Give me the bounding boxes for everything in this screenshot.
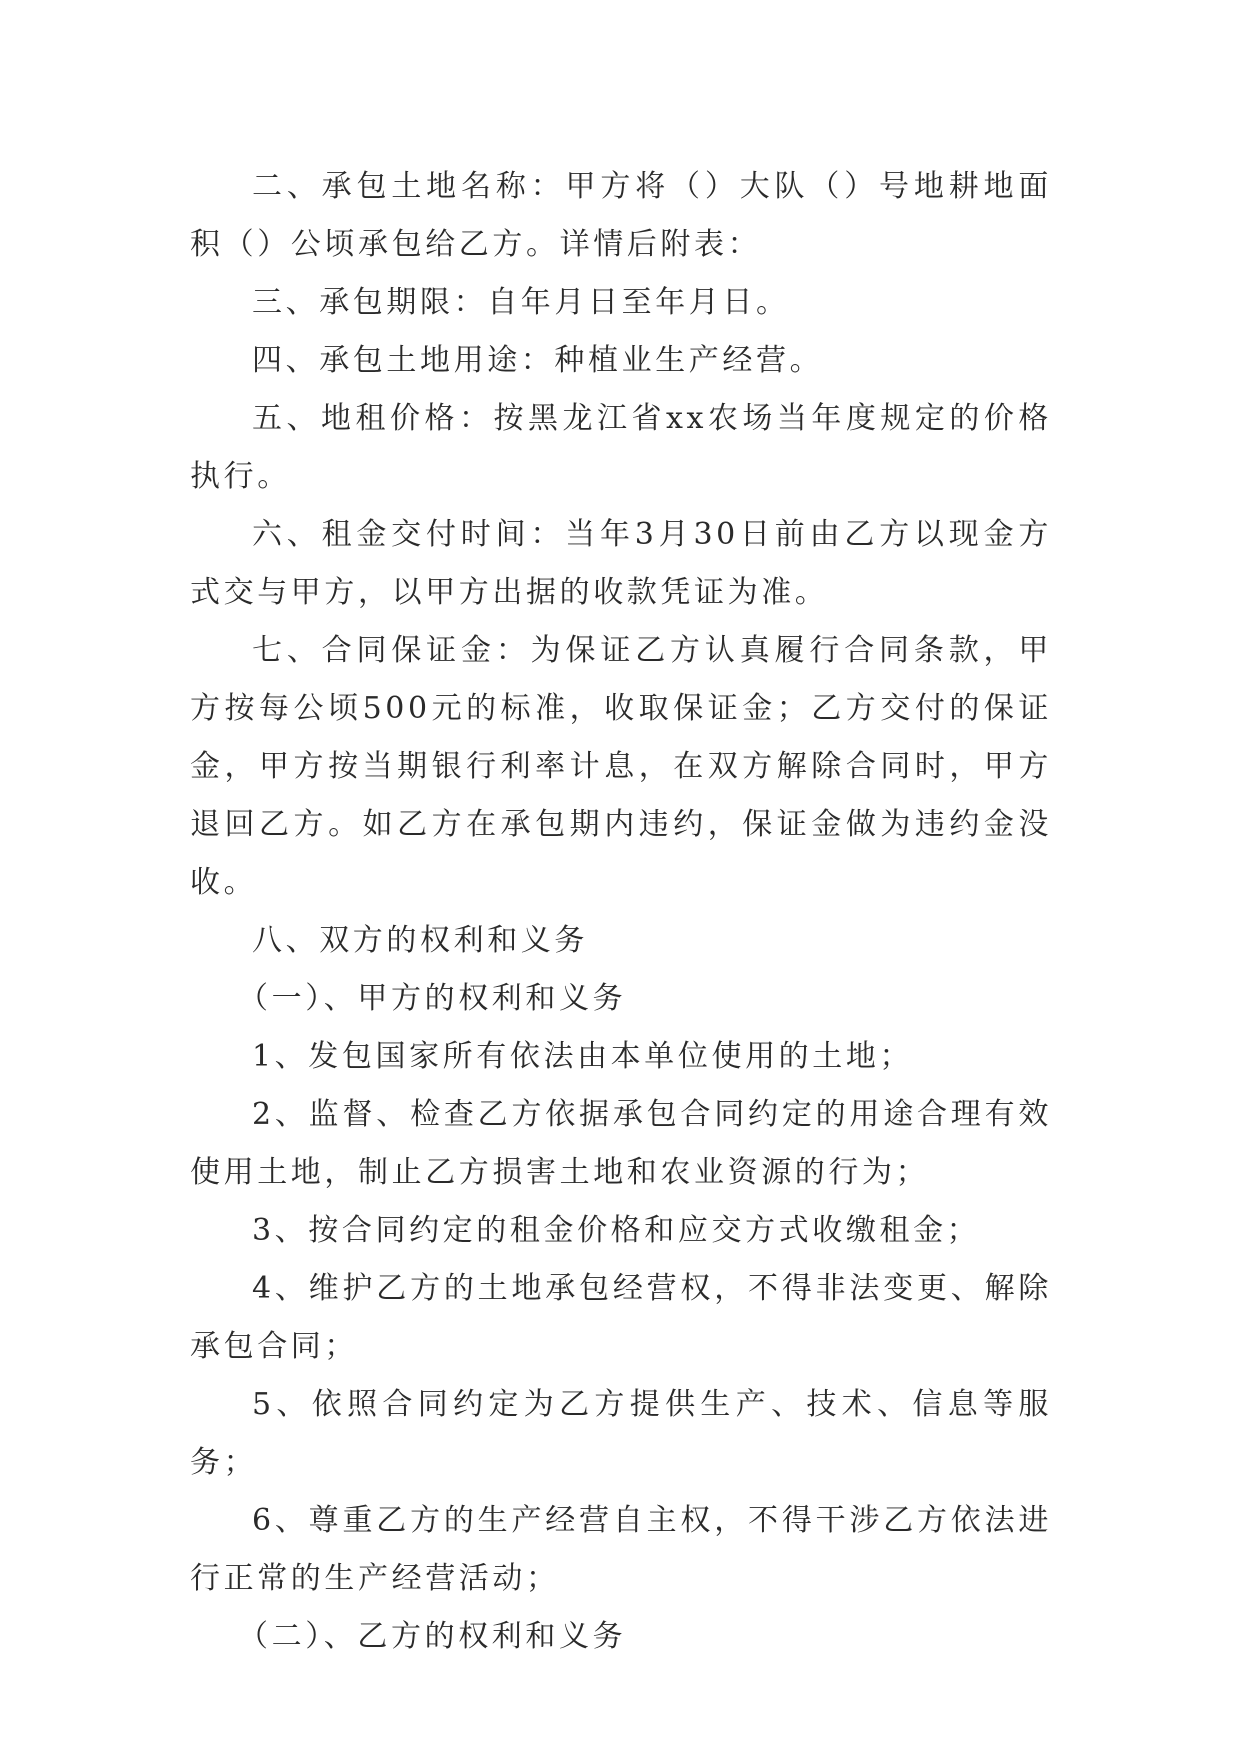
clause-land-name: 二、承包土地名称：甲方将（）大队（）号地耕地面积（）公顷承包给乙方。详情后附表： [190, 169, 1052, 262]
clause-term: 三、承包期限：自年月日至年月日。 [252, 285, 790, 320]
party-a-item-2: 2、监督、检查乙方依据承包合同约定的用途合理有效使用土地，制止乙方损害土地和农业资源的行为； [190, 1097, 1052, 1190]
document-body [190, 158, 1052, 1666]
party-a-item-3: 3、按合同约定的租金价格和应交方式收缴租金； [252, 1213, 981, 1248]
party-a-item-6: 6、尊重乙方的生产经营自主权，不得干涉乙方依法进行正常的生产经营活动； [190, 1503, 1052, 1596]
clause-payment-time: 六、租金交付时间：当年3月30日前由乙方以现金方式交与甲方，以甲方出据的收款凭证为准。 [190, 517, 1052, 610]
clause-rent-price: 五、地租价格：按黑龙江省xx农场当年度规定的价格执行。 [190, 401, 1052, 494]
clause-land-use: 四、承包土地用途：种植业生产经营。 [252, 343, 824, 378]
party-a-item-5: 5、依照合同约定为乙方提供生产、技术、信息等服务； [190, 1387, 1052, 1480]
party-a-item-4: 4、维护乙方的土地承包经营权，不得非法变更、解除承包合同； [190, 1271, 1052, 1364]
party-a-item-1: 1、发包国家所有依法由本单位使用的土地； [252, 1039, 914, 1074]
party-b-heading: （二）、乙方的权利和义务 [238, 1619, 627, 1654]
party-a-heading: （一）、甲方的权利和义务 [238, 981, 627, 1016]
clause-rights-heading: 八、双方的权利和义务 [252, 923, 588, 958]
clause-deposit: 七、合同保证金：为保证乙方认真履行合同条款，甲方按每公顷500元的标准，收取保证金；乙方交付的保证金，甲方按当期银行利率计息，在双方解除合同时，甲方退回乙方。如乙方在承包期内违约，保证金做为违约金没收。 [190, 633, 1052, 900]
